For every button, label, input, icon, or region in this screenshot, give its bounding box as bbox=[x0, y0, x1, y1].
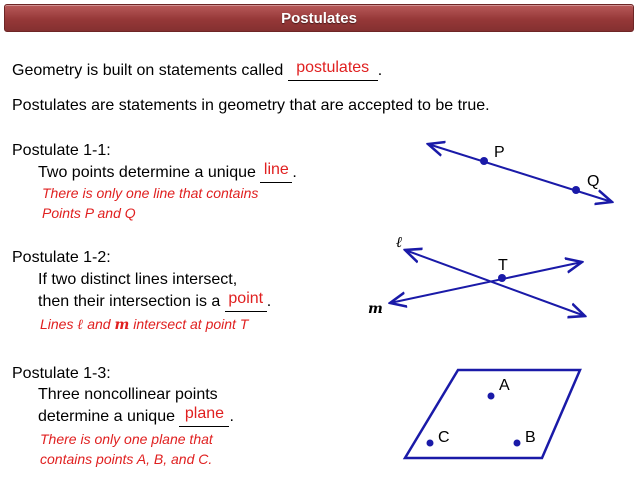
postulate-1-3-period: . bbox=[229, 408, 234, 425]
intro-line-1-period: . bbox=[377, 62, 383, 79]
label-q: Q bbox=[587, 173, 600, 190]
label-m: m bbox=[368, 301, 383, 317]
note-prefix: Lines bbox=[40, 316, 78, 332]
label-t: T bbox=[498, 257, 508, 274]
postulate-1-3-text-before: determine a unique bbox=[38, 408, 180, 425]
postulate-1-2-text-before: then their intersection is a bbox=[38, 293, 225, 310]
figure-plane bbox=[405, 370, 580, 458]
note-suffix: intersect at point T bbox=[129, 316, 249, 332]
slide-title: Postulates bbox=[281, 10, 357, 27]
label-b: B bbox=[525, 429, 536, 446]
point-p bbox=[480, 157, 488, 165]
label-l: ℓ bbox=[396, 233, 403, 251]
line-m bbox=[390, 262, 582, 303]
postulate-1-1-text-before: Two points determine a unique bbox=[38, 164, 261, 181]
postulate-1-1-note-2: Points P and Q bbox=[42, 205, 136, 221]
postulate-1-3-note-1: There is only one plane that bbox=[40, 431, 213, 447]
point-a bbox=[488, 393, 495, 400]
answer-postulates: postulates bbox=[296, 59, 370, 76]
label-a: A bbox=[499, 377, 510, 394]
point-c bbox=[427, 440, 434, 447]
postulate-1-1-note-1: There is only one line that contains bbox=[42, 185, 259, 201]
answer-point: point bbox=[228, 290, 264, 307]
intro-line-2: Postulates are statements in geometry that are accepted to be true. bbox=[12, 97, 490, 114]
note-symbol-l: ℓ bbox=[77, 317, 84, 333]
intro-line-1-text: Geometry is built on statements called bbox=[12, 62, 288, 79]
point-q bbox=[572, 186, 580, 194]
postulate-1-3-note-2: contains points A, B, and C. bbox=[40, 451, 213, 467]
label-p: P bbox=[494, 144, 505, 161]
point-t bbox=[498, 274, 506, 282]
point-b bbox=[514, 440, 521, 447]
note-mid: and bbox=[83, 316, 115, 332]
note-symbol-m: m bbox=[114, 317, 130, 333]
postulate-1-1-heading: Postulate 1-1: bbox=[12, 142, 111, 159]
postulate-1-2-period: . bbox=[266, 293, 272, 310]
answer-plane: plane bbox=[184, 405, 225, 422]
postulate-1-1-period: . bbox=[292, 164, 297, 181]
postulate-1-2-text-1: If two distinct lines intersect, bbox=[38, 271, 238, 288]
postulate-1-3-text-1: Three noncollinear points bbox=[38, 386, 218, 403]
postulate-1-2-heading: Postulate 1-2: bbox=[12, 249, 111, 266]
postulate-1-3-heading: Postulate 1-3: bbox=[12, 365, 111, 382]
line-l bbox=[405, 250, 585, 316]
answer-line: line bbox=[263, 161, 289, 178]
label-c: C bbox=[438, 429, 450, 446]
figure-line-pq bbox=[428, 144, 612, 202]
line-pq bbox=[428, 144, 612, 202]
figure-intersecting-lines bbox=[368, 233, 585, 317]
